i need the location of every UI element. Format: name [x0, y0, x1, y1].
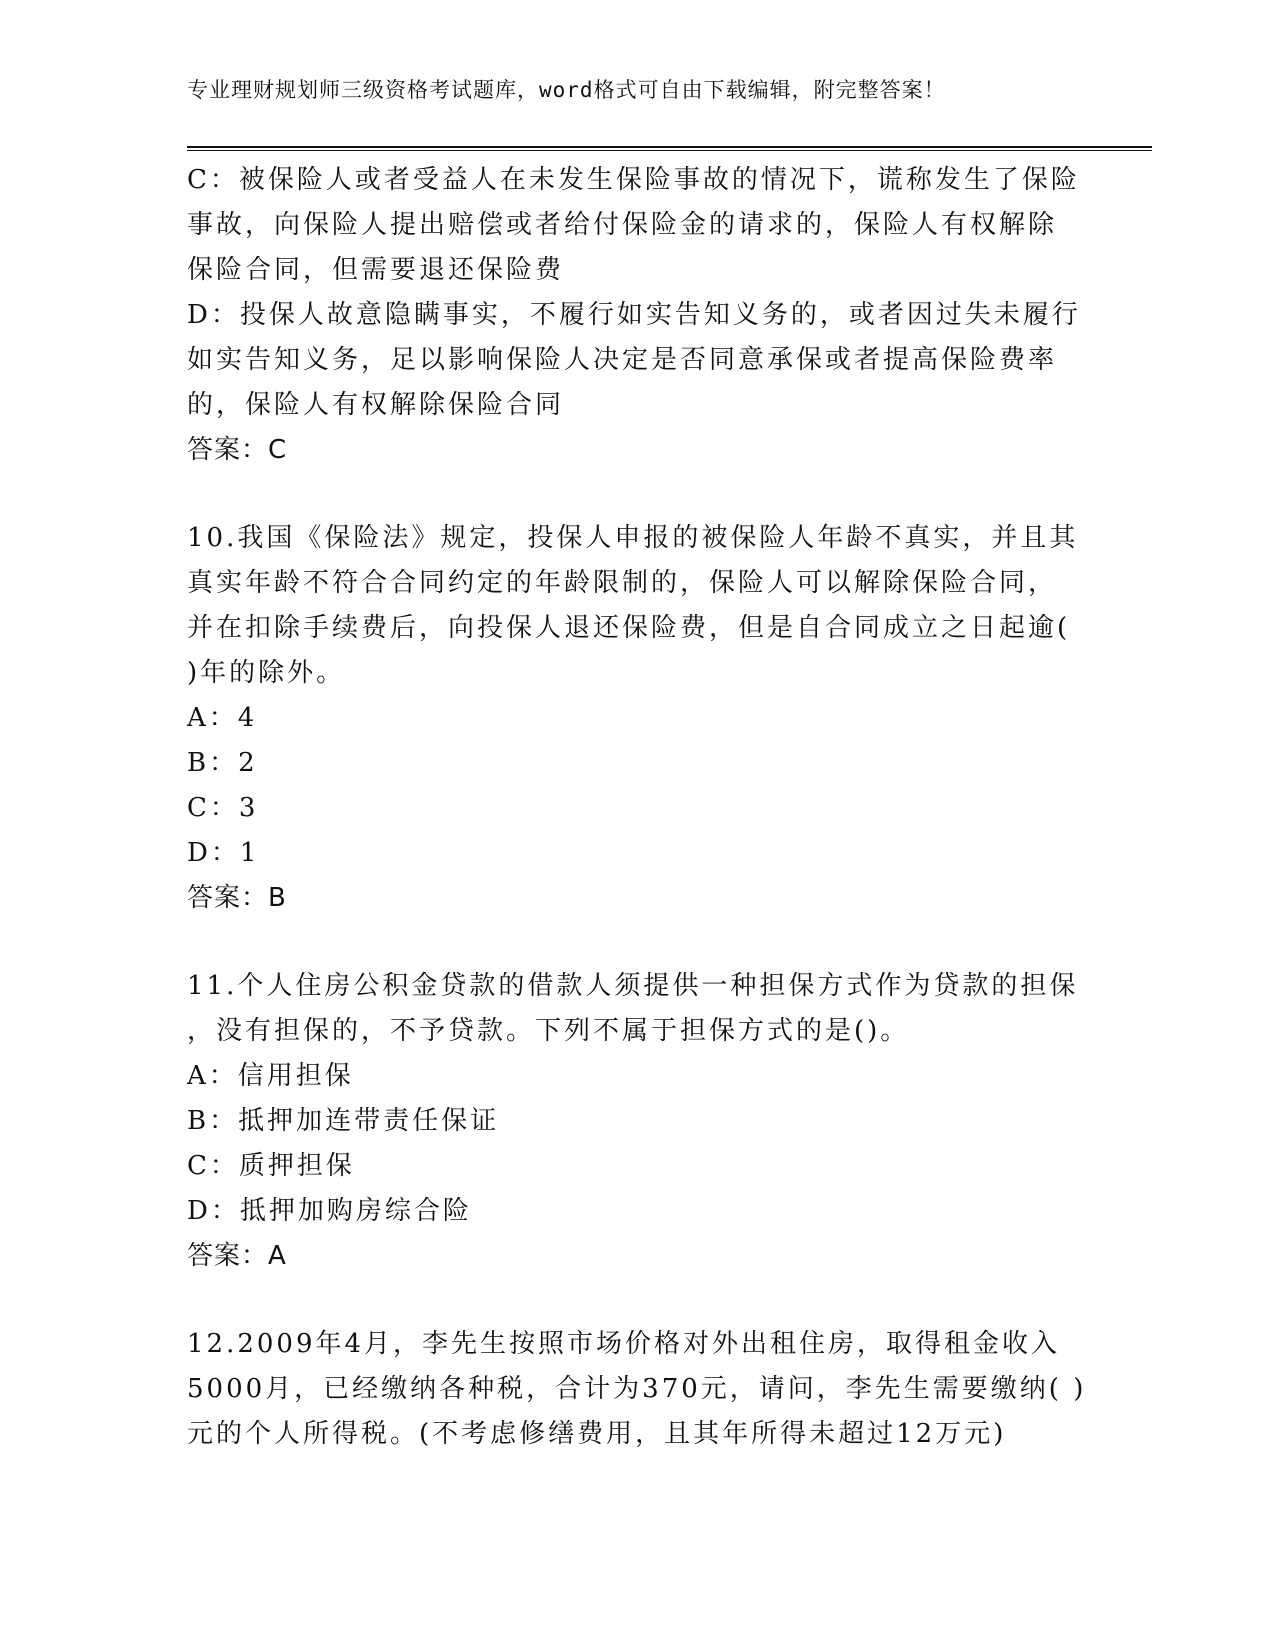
question-text-line: 并在扣除手续费后，向投保人退还保险费，但是自合同成立之日起逾( [187, 613, 1071, 643]
option-line: 的，保险人有权解除保险合同 [187, 390, 565, 420]
question-12 [187, 1322, 1087, 1457]
page-header: 专业理财规划师三级资格考试题库，word格式可自由下载编辑，附完整答案！ [187, 78, 946, 102]
question-text-line: 5000月，已经缴纳各种税，合计为370元，请问，李先生需要缴纳( ) [187, 1374, 1087, 1404]
option-line: 如实告知义务，足以影响保险人决定是否同意承保或者提高保险费率 [187, 345, 1058, 375]
question-content [187, 158, 1087, 1457]
question-text-line: 11.个人住房公积金贷款的借款人须提供一种担保方式作为贷款的担保 [187, 971, 1079, 1001]
option-a: A：信用担保 [187, 1061, 354, 1091]
question-text-line: 真实年龄不符合合同约定的年龄限制的，保险人可以解除保险合同， [187, 568, 1058, 598]
header-rule-thick [187, 146, 1152, 148]
option-line: 事故，向保险人提出赔偿或者给付保险金的请求的，保险人有权解除 [187, 210, 1058, 240]
answer-label: 答案：B [187, 883, 287, 913]
question-text-line: 10.我国《保险法》规定，投保人申报的被保险人年龄不真实，并且其 [187, 523, 1079, 553]
option-d: D：1 [187, 838, 260, 868]
question-text-line: 12.2009年4月，李先生按照市场价格对外出租住房，取得租金收入 [187, 1329, 1061, 1359]
option-line: C：被保险人或者受益人在未发生保险事故的情况下，谎称发生了保险 [187, 165, 1080, 195]
option-c: C：3 [187, 793, 259, 823]
question-text-line: 元的个人所得税。(不考虑修缮费用，且其年所得未超过12万元) [187, 1419, 1007, 1449]
option-a: A：4 [187, 703, 258, 733]
option-line: D：投保人故意隐瞒事实，不履行如实告知义务的，或者因过失未履行 [187, 300, 1081, 330]
question-9-tail [187, 158, 1087, 473]
option-b: B：抵押加连带责任保证 [187, 1106, 500, 1136]
option-c: C：质押担保 [187, 1151, 355, 1181]
answer-label: 答案：A [187, 1241, 287, 1271]
option-d: D：抵押加购房综合险 [187, 1196, 472, 1226]
option-line: 保险合同，但需要退还保险费 [187, 255, 565, 285]
question-text-line: )年的除外。 [187, 658, 346, 688]
question-text-line: ，没有担保的，不予贷款。下列不属于担保方式的是()。 [187, 1016, 910, 1046]
question-11 [187, 964, 1087, 1279]
answer-label: 答案：C [187, 435, 288, 465]
header-rule-thin [187, 150, 1152, 151]
option-b: B：2 [187, 748, 258, 778]
question-10 [187, 516, 1087, 921]
